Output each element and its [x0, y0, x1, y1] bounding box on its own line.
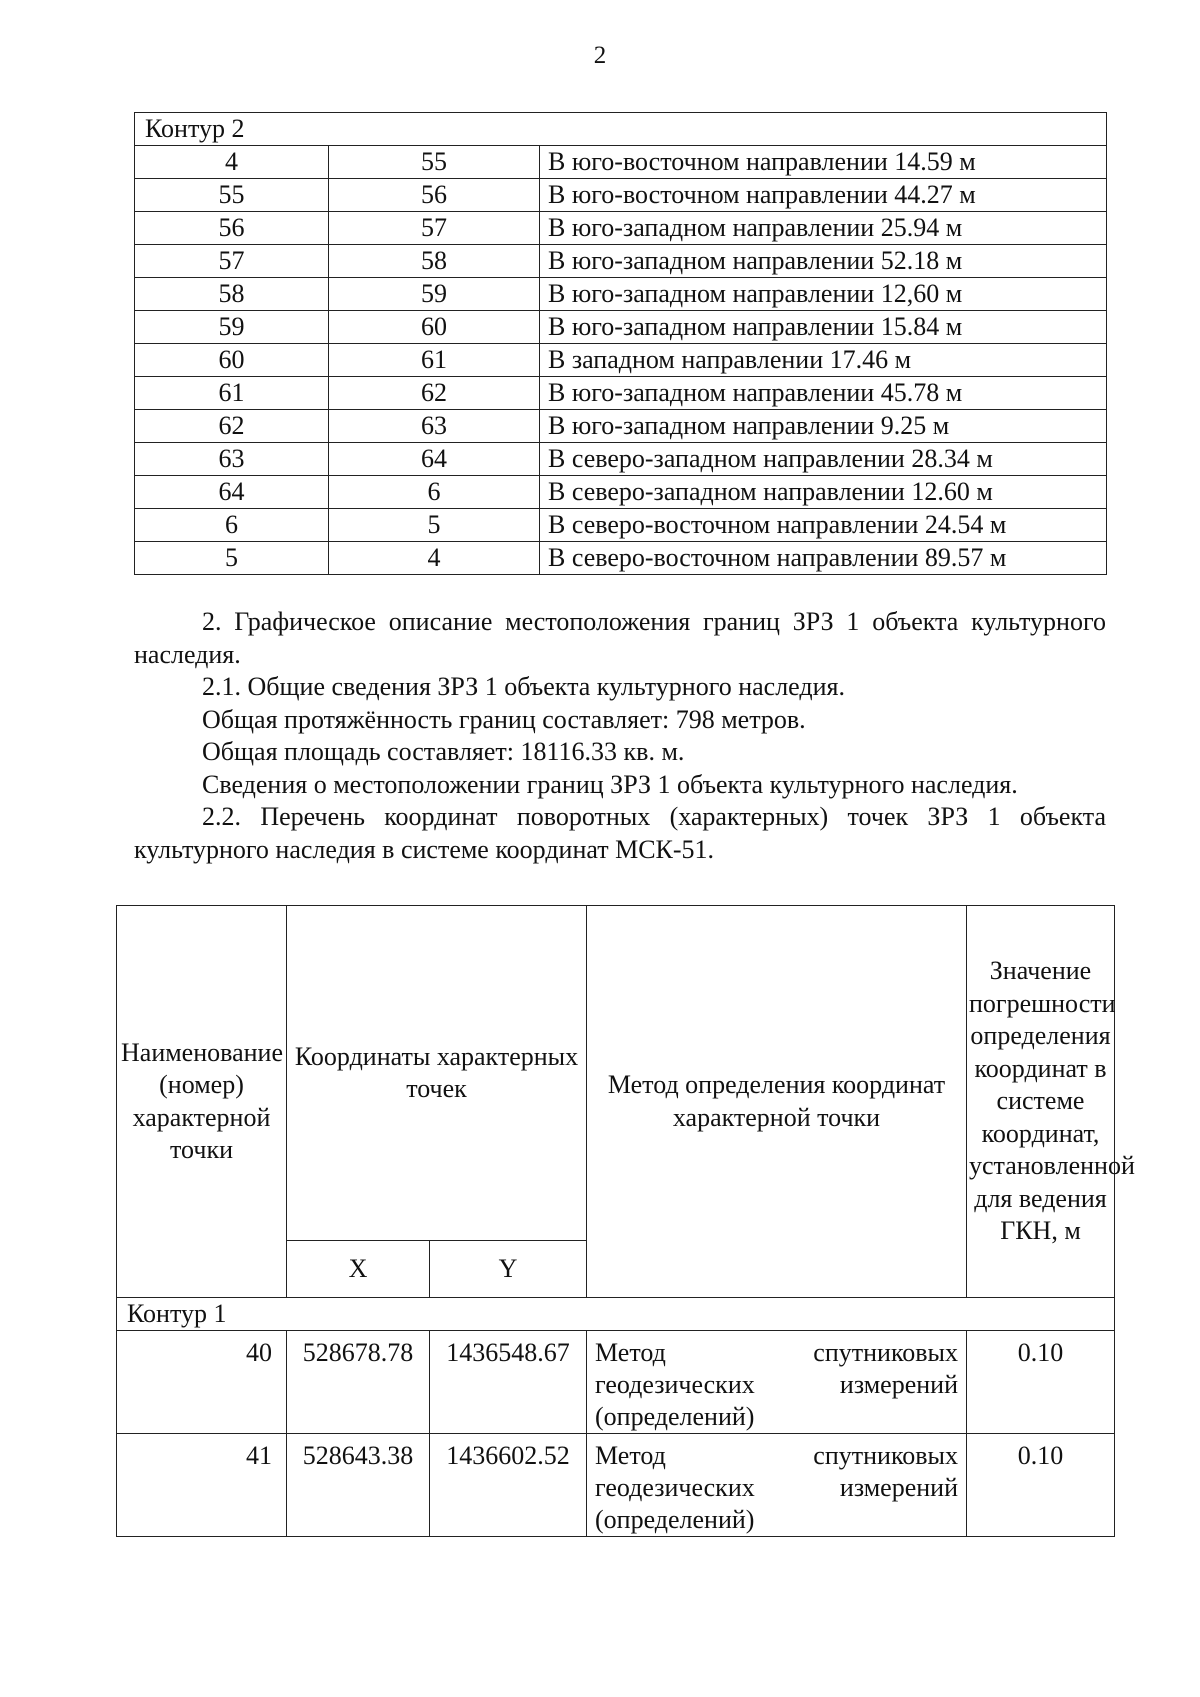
contour-row — [135, 113, 1107, 146]
direction-description: В юго-западном направлении 45.78 м — [540, 377, 1107, 410]
point-number: 41 — [117, 1434, 287, 1537]
method-cell — [587, 1434, 967, 1537]
method-cell — [587, 1331, 967, 1434]
direction-description: В юго-западном направлении 25.94 м — [540, 212, 1107, 245]
header-row — [117, 906, 1115, 1241]
error-value: 0.10 — [967, 1331, 1115, 1434]
table-row — [135, 278, 1107, 311]
table-row — [135, 542, 1107, 575]
contour-row — [117, 1298, 1115, 1331]
point-from: 5 — [135, 542, 329, 575]
header-error: Значение погрешности определения координат в системе координат, установленной для ведения ГКН, м — [967, 906, 1115, 1298]
table-row — [135, 179, 1107, 212]
point-from: 58 — [135, 278, 329, 311]
direction-description: В юго-западном направлении 15.84 м — [540, 311, 1107, 344]
direction-description: В северо-восточном направлении 89.57 м — [540, 542, 1107, 575]
method-word: Метод — [595, 1441, 666, 1470]
direction-description: В юго-западном направлении 12,60 м — [540, 278, 1107, 311]
point-to: 5 — [329, 509, 540, 542]
direction-description: В западном направлении 17.46 м — [540, 344, 1107, 377]
method-word: (определений) — [595, 1505, 755, 1534]
page-number: 2 — [593, 42, 607, 69]
table-row — [135, 344, 1107, 377]
point-to: 56 — [329, 179, 540, 212]
point-from: 59 — [135, 311, 329, 344]
point-from: 4 — [135, 146, 329, 179]
table-row — [135, 245, 1107, 278]
paragraph-boundary-info: Сведения о местоположении границ ЗРЗ 1 объекта культурного наследия. — [202, 769, 1018, 799]
point-from: 61 — [135, 377, 329, 410]
point-from: 57 — [135, 245, 329, 278]
contour-label: Контур 1 — [117, 1298, 1115, 1331]
coord-y: 1436548.67 — [430, 1331, 587, 1434]
table-row — [135, 410, 1107, 443]
table-row — [135, 509, 1107, 542]
paragraph-total-length: Общая протяжённость границ составляет: 798 метров. — [202, 704, 806, 734]
direction-table — [134, 112, 1107, 575]
point-number: 40 — [117, 1331, 287, 1434]
header-y: Y — [430, 1241, 587, 1298]
table-row — [117, 1434, 1115, 1537]
method-word: измерений — [839, 1370, 958, 1399]
point-to: 63 — [329, 410, 540, 443]
paragraph-general-info: 2.1. Общие сведения ЗРЗ 1 объекта культурного наследия. — [202, 672, 845, 701]
point-to: 64 — [329, 443, 540, 476]
point-to: 61 — [329, 344, 540, 377]
table-row — [135, 476, 1107, 509]
header-coordinates: Координаты характерных точек — [287, 906, 587, 1241]
point-from: 62 — [135, 410, 329, 443]
point-to: 62 — [329, 377, 540, 410]
point-from: 6 — [135, 509, 329, 542]
direction-description: В северо-западном направлении 12.60 м — [540, 476, 1107, 509]
direction-description: В юго-восточном направлении 14.59 м — [540, 146, 1107, 179]
direction-description: В юго-восточном направлении 44.27 м — [540, 179, 1107, 212]
table-row — [135, 377, 1107, 410]
point-to: 6 — [329, 476, 540, 509]
coord-x: 528678.78 — [287, 1331, 430, 1434]
point-to: 57 — [329, 212, 540, 245]
method-word: спутниковых — [813, 1441, 958, 1470]
point-from: 60 — [135, 344, 329, 377]
coord-y: 1436602.52 — [430, 1434, 587, 1537]
direction-description: В северо-западном направлении 28.34 м — [540, 443, 1107, 476]
direction-description: В северо-восточном направлении 24.54 м — [540, 509, 1107, 542]
point-to: 55 — [329, 146, 540, 179]
error-value: 0.10 — [967, 1434, 1115, 1537]
method-word: (определений) — [595, 1402, 755, 1431]
direction-description: В юго-западном направлении 52.18 м — [540, 245, 1107, 278]
method-word: геодезических — [595, 1473, 755, 1502]
point-from: 55 — [135, 179, 329, 212]
table-row — [135, 443, 1107, 476]
point-to: 58 — [329, 245, 540, 278]
paragraph-total-area: Общая площадь составляет: 18116.33 кв. м. — [202, 737, 685, 766]
coord-x: 528643.38 — [287, 1434, 430, 1537]
paragraph-coordinate-list: 2.2. Перечень координат поворотных (характерных) точек ЗРЗ 1 объекта культурного наследия в системе координат МСК-51. — [134, 802, 1106, 864]
contour-label: Контур 2 — [135, 113, 1107, 146]
method-word: Метод — [595, 1338, 666, 1367]
table-row — [135, 212, 1107, 245]
direction-description: В юго-западном направлении 9.25 м — [540, 410, 1107, 443]
header-method: Метод определения координат характерной точки — [587, 906, 967, 1298]
point-from: 56 — [135, 212, 329, 245]
table-row — [135, 311, 1107, 344]
method-word: спутниковых — [813, 1338, 958, 1367]
point-to: 4 — [329, 542, 540, 575]
header-point-name: Наименование (номер) характерной точки — [117, 906, 287, 1298]
point-to: 60 — [329, 311, 540, 344]
header-x: X — [287, 1241, 430, 1298]
point-from: 63 — [135, 443, 329, 476]
method-word: геодезических — [595, 1370, 755, 1399]
coordinates-table — [116, 905, 1135, 1537]
point-from: 64 — [135, 476, 329, 509]
paragraph-graphic-description: 2. Графическое описание местоположения границ ЗРЗ 1 объекта культурного наследия. — [134, 607, 1106, 669]
point-to: 59 — [329, 278, 540, 311]
section-text — [134, 606, 1106, 866]
method-word: измерений — [839, 1473, 958, 1502]
table-row — [117, 1331, 1115, 1434]
table-row — [135, 146, 1107, 179]
